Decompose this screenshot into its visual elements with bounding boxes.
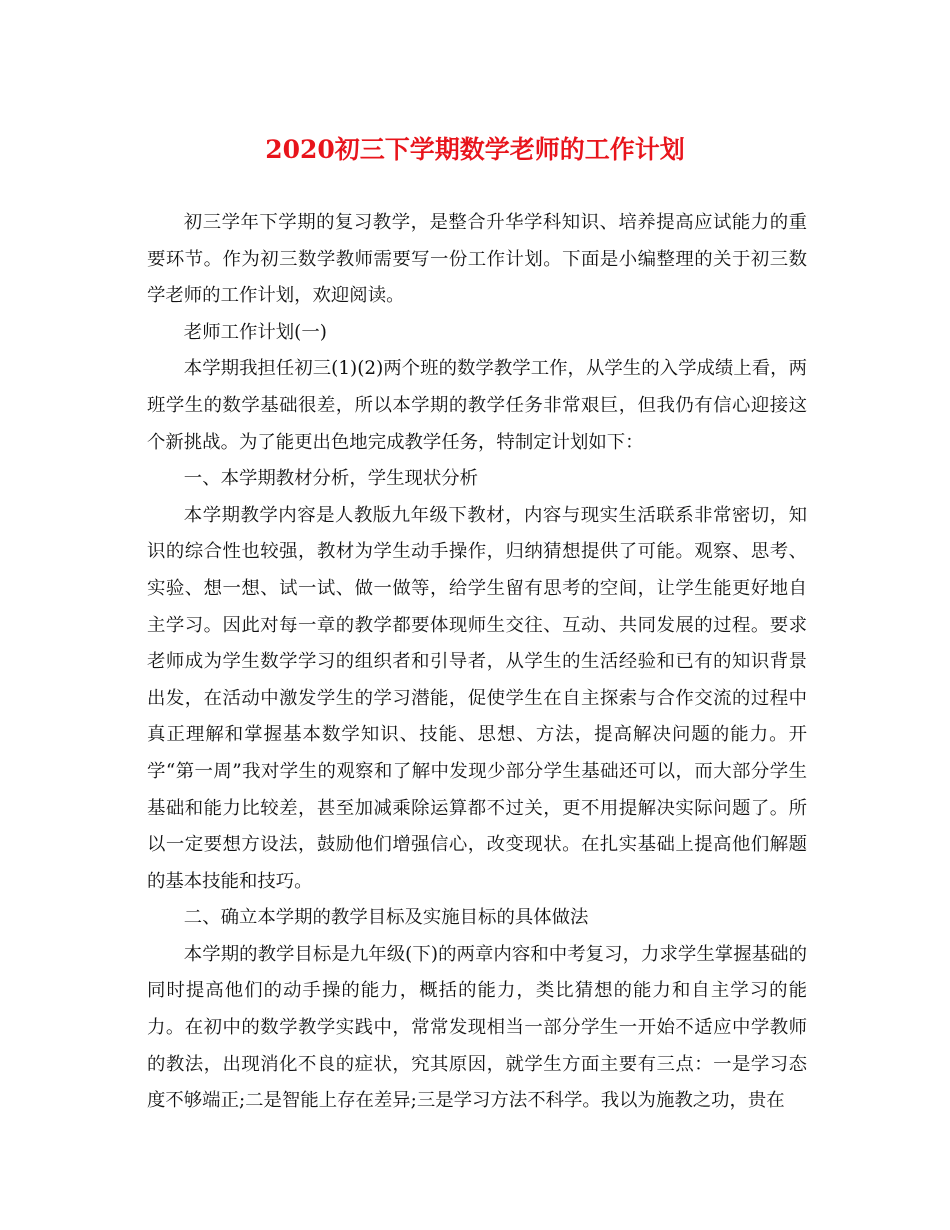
document-body (147, 205, 807, 1120)
section-two-paragraph: 本学期的教学目标是九年级(下)的两章内容和中考复习，力求学生掌握基础的同时提高他们的动手操的能力，概括的能力，类比猜想的能力和自主学习的能力。在初中的数学教学实践中，常常发现相当一部分学生一开始不适应中学教师的教法，出现消化不良的症状，究其原因，就学生方面主要有三点：一是学习态度不够端正;二是智能上存在差异;三是学习方法不科学。我以为施教之功，贵在 (147, 943, 807, 1112)
section-heading-two: 二、确立本学期的教学目标及实施目标的具体做法 (183, 907, 589, 929)
section-heading-one: 一、本学期教材分析，学生现状分析 (183, 468, 479, 490)
plan-intro-paragraph: 本学期我担任初三(1)(2)两个班的数学教学工作，从学生的入学成绩上看，两班学生的数学基础很差，所以本学期的教学任务非常艰巨，但我仍有信心迎接这个新挑战。为了能更出色地完成教学任务，特制定计划如下： (147, 358, 807, 453)
document-title: 2020初三下学期数学老师的工作计划 (265, 135, 685, 164)
intro-paragraph: 初三学年下学期的复习教学，是整合升华学科知识、培养提高应试能力的重要环节。作为初三数学教师需要写一份工作计划。下面是小编整理的关于初三数学老师的工作计划，欢迎阅读。 (147, 212, 807, 307)
section-one-paragraph: 本学期教学内容是人教版九年级下教材，内容与现实生活联系非常密切，知识的综合性也较强，教材为学生动手操作，归纳猜想提供了可能。观察、思考、实验、想一想、试一试、做一做等，给学生留有思考的空间，让学生能更好地自主学习。因此对每一章的教学都要体现师生交往、互动、共同发展的过程。要求老师成为学生数学学习的组织者和引导者，从学生的生活经验和已有的知识背景出发，在活动中激发学生的学习潜能，促使学生在自主探索与合作交流的过程中真正理解和掌握基本数学知识、技能、思想、方法，提高解决问题的能力。开学“第一周”我对学生的观察和了解中发现少部分学生基础还可以，而大部分学生基础和能力比较差，甚至加减乘除运算都不过关，更不用提解决实际问题了。所以一定要想方设法，鼓励他们增强信心，改变现状。在扎实基础上提高他们解题的基本技能和技巧。 (147, 504, 807, 892)
plan-heading-one: 老师工作计划(一) (183, 321, 327, 343)
